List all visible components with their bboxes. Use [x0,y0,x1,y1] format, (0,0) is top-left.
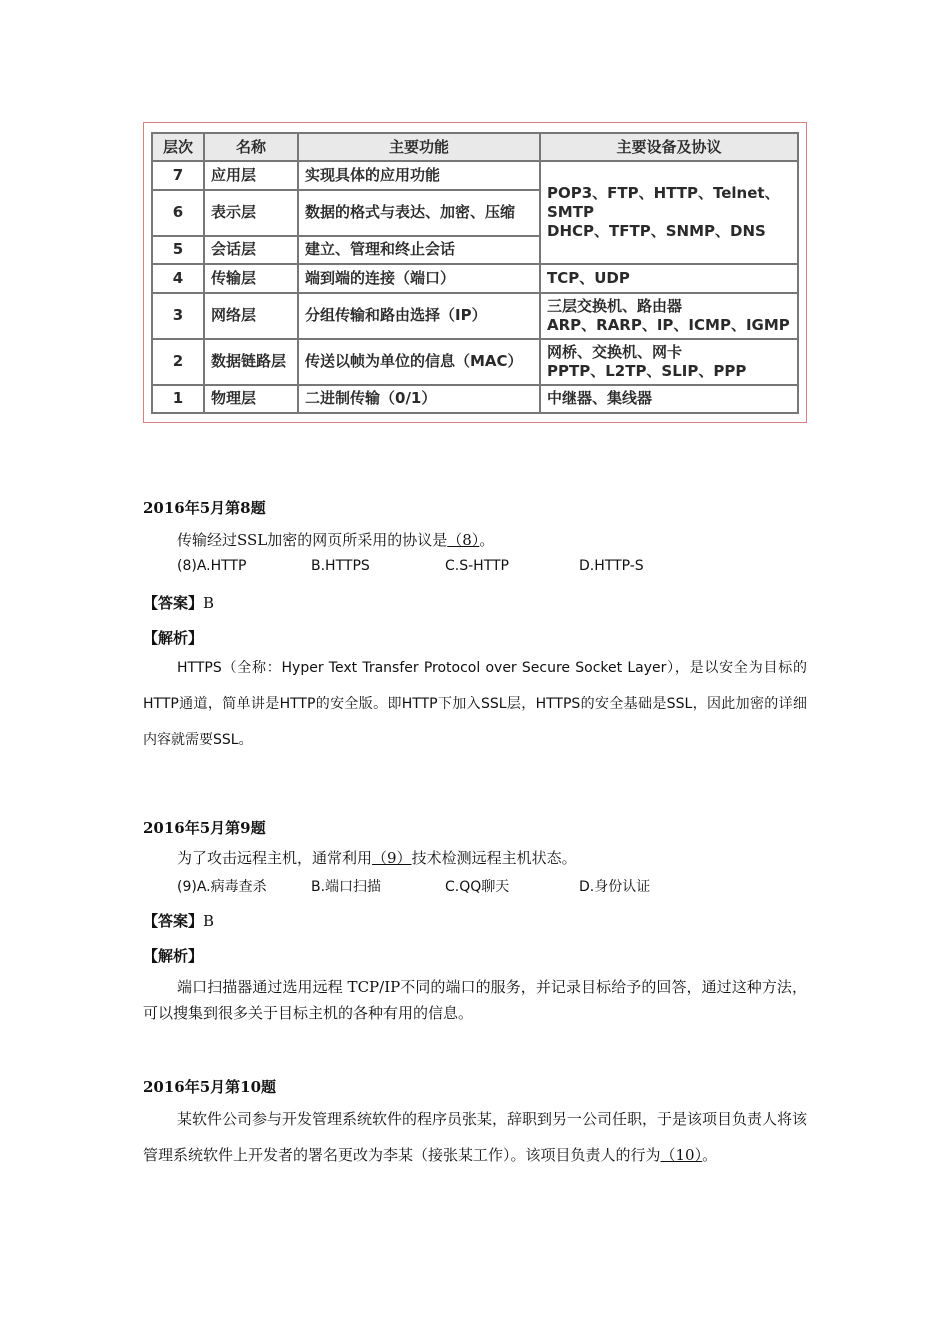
row-function: 数据的格式与表达、加密、压缩 [298,190,540,236]
row-name: 数据链路层 [204,339,298,385]
header-name: 名称 [204,133,298,161]
answer-value: B [203,912,215,930]
table-row [152,339,798,385]
row-name: 物理层 [204,385,298,414]
answer-blank: （10） [660,1146,703,1164]
option-c: C.QQ聊天 [445,879,510,895]
answer-line [143,910,807,931]
table-row [152,264,798,293]
row-protocols: 三层交换机、路由器 ARP、RARP、IP、ICMP、IGMP [540,293,798,339]
row-protocols: TCP、UDP [540,264,798,293]
row-level: 3 [152,293,204,339]
option-d: D.身份认证 [579,879,651,895]
header-protocols: 主要设备及协议 [540,133,798,161]
analysis-text: 端口扫描器通过选用远程 TCP/IP不同的端口的服务，并记录目标给予的回答，通过这种方法，可以搜集到很多关于目标主机的各种有用的信息。 [143,978,807,1022]
question-9 [143,817,807,1026]
answer-line [143,592,807,613]
row-name: 表示层 [204,190,298,236]
option-d: D.HTTP-S [579,558,644,574]
option-a: (9)A.病毒查杀 [177,879,267,895]
analysis-label: 【解析】 [143,629,204,647]
stem-text: 为了攻击远程主机，通常利用 [177,849,373,867]
stem-end: 。 [702,1146,718,1164]
answer-value: B [203,594,215,612]
stem-text: 某软件公司参与开发管理系统软件的程序员张某，辞职到另一公司任职，于是该项目负责人将该管理系统软件上开发者的署名更改为李某（接张某工作）。该项目负责人的行为 [143,1110,808,1164]
osi-model-table-image [143,122,807,423]
table-header-row [152,133,798,161]
options-row [143,558,807,578]
osi-model-table [151,132,799,414]
answer-blank: （8） [447,531,480,549]
row-level: 7 [152,161,204,190]
table-row [152,293,798,339]
question-10 [143,1076,807,1173]
option-a: (8)A.HTTP [177,558,247,574]
row-function: 端到端的连接（端口） [298,264,540,293]
row-protocols: POP3、FTP、HTTP、Telnet、SMTP DHCP、TFTP、SNMP、DNS [540,161,798,264]
analysis-label: 【解析】 [143,947,204,965]
option-c: C.S-HTTP [445,558,509,574]
row-function: 实现具体的应用功能 [298,161,540,190]
row-name: 会话层 [204,236,298,265]
question-stem [143,1101,807,1173]
header-level: 层次 [152,133,204,161]
question-stem [143,522,807,558]
row-function: 建立、管理和终止会话 [298,236,540,265]
option-b: B.HTTPS [311,558,370,574]
row-protocols: 网桥、交换机、网卡 PPTP、L2TP、SLIP、PPP [540,339,798,385]
answer-label: 【答案】 [143,594,204,612]
row-name: 网络层 [204,293,298,339]
row-level: 2 [152,339,204,385]
row-function: 分组传输和路由选择（IP） [298,293,540,339]
row-level: 5 [152,236,204,265]
question-title: 2016年5月第8题 [143,499,266,517]
analysis-text: HTTPS（全称：Hyper Text Transfer Protocol over Secure Socket Layer），是以安全为目标的HTTP通道，简单讲是HTTP的安全版。即HTTP下加入SSL层，HTTPS的安全基础是SSL，因此加密的详细内容就需要SSL。 [143,660,807,748]
table-row [152,385,798,414]
answer-label: 【答案】 [143,912,204,930]
row-level: 1 [152,385,204,414]
row-level: 6 [152,190,204,236]
row-name: 应用层 [204,161,298,190]
table-row [152,161,798,190]
row-level: 4 [152,264,204,293]
answer-blank: （9） [372,849,412,867]
stem-end: 。 [479,531,495,549]
row-protocols: 中继器、集线器 [540,385,798,414]
row-function: 二进制传输（0/1） [298,385,540,414]
row-function: 传送以帧为单位的信息（MAC） [298,339,540,385]
question-title: 2016年5月第10题 [143,1078,277,1096]
question-8 [143,497,807,758]
option-b: B.端口扫描 [311,879,382,895]
options-row [143,876,807,896]
row-name: 传输层 [204,264,298,293]
stem-end: 技术检测远程主机状态。 [411,849,577,867]
question-title: 2016年5月第9题 [143,819,266,837]
question-stem [143,840,807,876]
header-function: 主要功能 [298,133,540,161]
stem-text: 传输经过SSL加密的网页所采用的协议是 [177,531,448,549]
